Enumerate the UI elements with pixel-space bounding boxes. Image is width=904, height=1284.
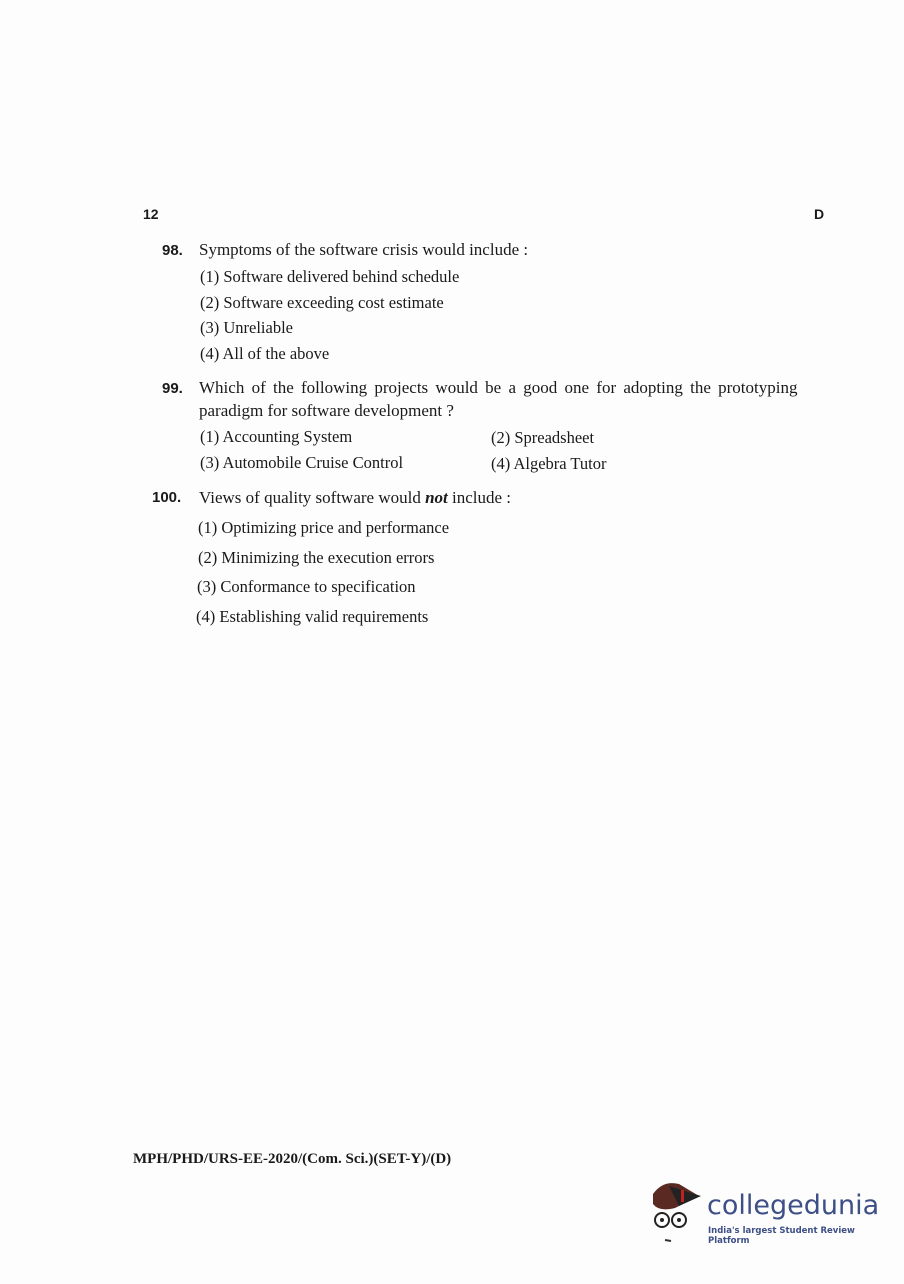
collegedunia-logo: collegedunia India's largest Student Review Platform	[645, 1176, 885, 1246]
option: (1) Software delivered behind schedule	[200, 267, 460, 286]
option: (2) Software exceeding cost estimate	[200, 293, 444, 312]
option: (3) Unreliable	[200, 318, 293, 337]
footer-code: MPH/PHD/URS-EE-2020/(Com. Sci.)(SET-Y)/(D)	[133, 1151, 452, 1167]
option: (4) Establishing valid requirements	[196, 607, 429, 626]
question-number: 100.	[152, 489, 182, 506]
option: (2) Minimizing the execution errors	[198, 548, 435, 567]
question-text: Views of quality software would not include :	[199, 488, 512, 507]
option: (2) Spreadsheet	[491, 428, 595, 447]
question-text: Symptoms of the software crisis would include :	[199, 240, 529, 259]
page-number: 12	[143, 206, 159, 222]
set-code: D	[814, 206, 825, 222]
option: (3) Automobile Cruise Control	[200, 453, 404, 472]
question-number: 99.	[162, 380, 183, 397]
option: (4) All of the above	[200, 344, 330, 363]
question-text: Which of the following projects would be a good one for adopting the prototyping	[199, 378, 798, 397]
mascot-icon	[645, 1176, 707, 1246]
option: (1) Optimizing price and performance	[198, 518, 450, 537]
option: (4) Algebra Tutor	[491, 454, 607, 473]
option: (1) Accounting System	[200, 427, 353, 446]
question-number: 98.	[162, 242, 183, 259]
option: (3) Conformance to specification	[197, 577, 416, 596]
question-text: paradigm for software development ?	[199, 401, 454, 420]
